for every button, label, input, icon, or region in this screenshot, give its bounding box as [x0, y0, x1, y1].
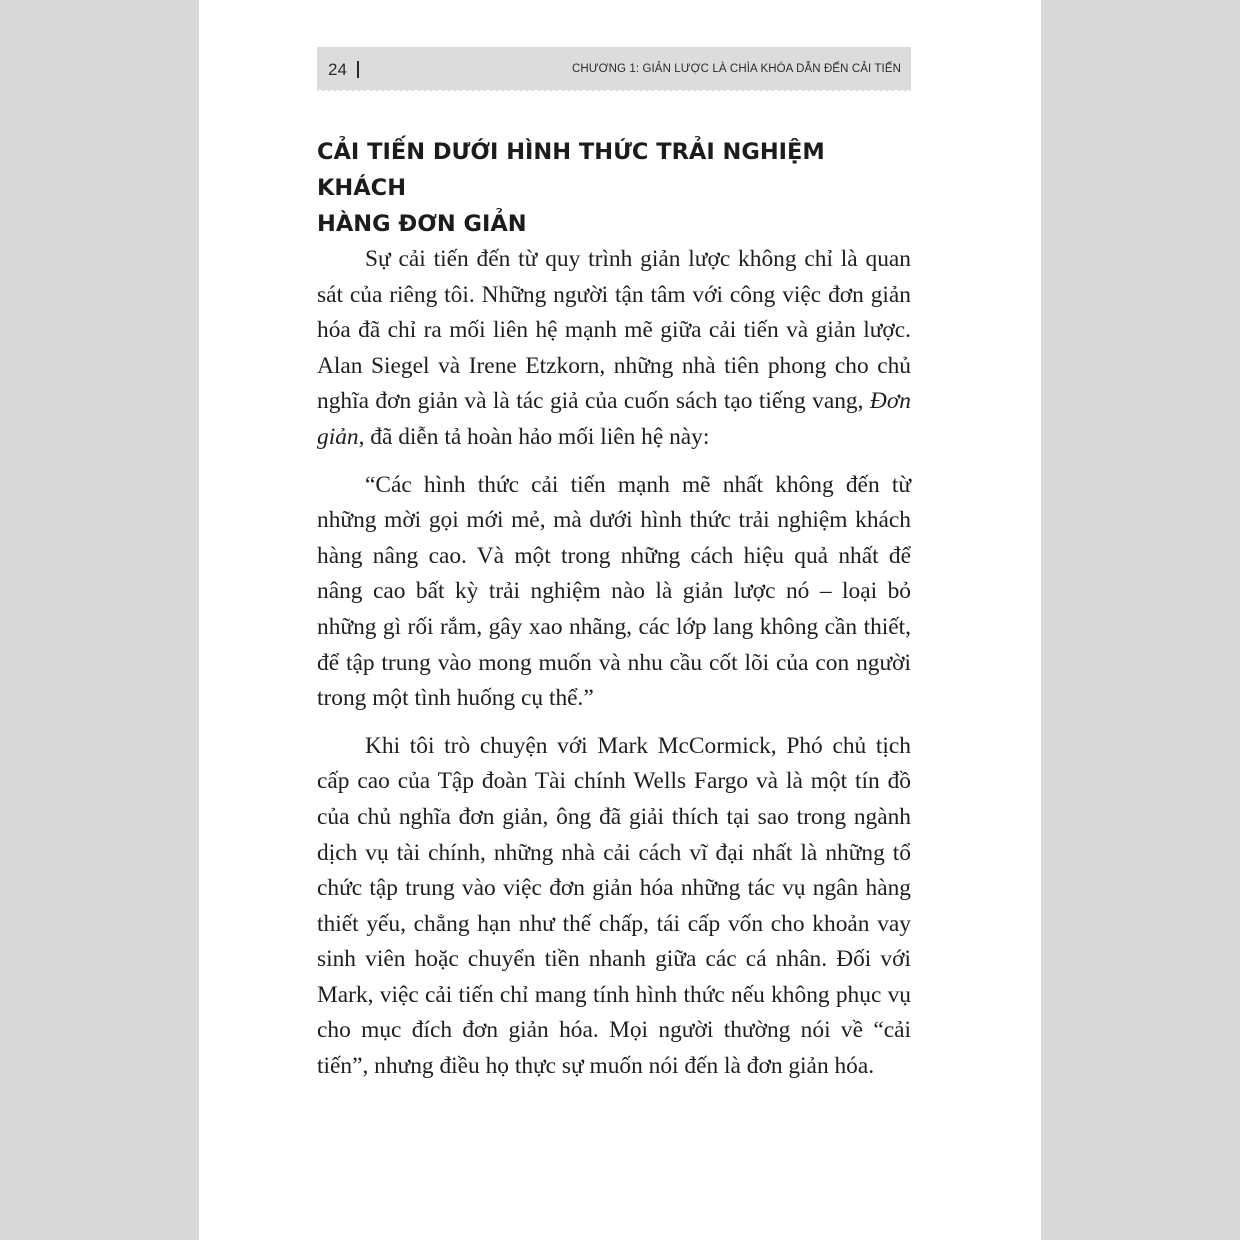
paragraph-3: Khi tôi trò chuyện với Mark McCormick, Phó chủ tịch cấp cao của Tập đoàn Tài chính Wells Fargo và là một tín đồ của chủ nghĩa đơn giản, ông đã giải thích tại sao trong ngành dịch vụ tài chính, những nhà cải cách vĩ đại nhất là những tổ chức tập trung vào việc đơn giản hóa những tác vụ ngân hàng thiết yếu, chẳng hạn như thế chấp, tái cấp vốn cho khoản vay sinh viên hoặc chuyển tiền nhanh giữa các cá nhân. Đối với Mark, việc cải tiến chỉ mang tính hình thức nếu không phục vụ cho mục đích đơn giản hóa. Mọi người thường nói về “cải tiến”, nhưng điều họ thực sự muốn nói đến là đơn giản hóa. — [317, 732, 911, 1080]
paragraph-1 — [317, 242, 911, 456]
paragraph-1-text-a: Sự cải tiến đến từ quy trình giản lược không chỉ là quan sát của riêng tôi. Những người tận tâm với công việc đơn giản hóa đã chỉ ra mối liên hệ mạnh mẽ giữa cải tiến và giản lược. Alan Siegel và Irene Etzkorn, những nhà tiên phong cho chủ nghĩa đơn giản và là tác giả của cuốn sách tạo tiếng vang, — [317, 246, 911, 415]
paragraph-1-text-b: , đã diễn tả hoàn hảo mối liên hệ này: — [358, 423, 710, 450]
section-heading — [317, 134, 917, 242]
body-text — [317, 242, 911, 1085]
header-separator — [357, 61, 359, 78]
book-page — [199, 0, 1041, 1240]
running-header — [317, 47, 911, 90]
paragraph-quote: “Các hình thức cải tiến mạnh mẽ nhất không đến từ những mời gọi mới mẻ, mà dưới hình thức trải nghiệm khách hàng nâng cao. Và một trong những cách hiệu quả nhất để nâng cao bất kỳ trải nghiệm nào là giản lược nó – loại bỏ những gì rối rắm, gây xao nhãng, các lớp lang không cần thiết, để tập trung vào mong muốn và nhu cầu cốt lõi của con người trong một tình huống cụ thể.” — [317, 471, 911, 712]
page-number: 24 — [328, 60, 347, 79]
section-heading-line-2: HÀNG ĐƠN GIẢN — [317, 211, 527, 237]
book-title-italic: Đơn giản — [317, 388, 911, 450]
section-heading-line-1: CẢI TIẾN DƯỚI HÌNH THỨC TRẢI NGHIỆM KHÁCH — [317, 139, 825, 201]
chapter-title: CHƯƠNG 1: GIẢN LƯỢC LÀ CHÌA KHÓA DẪN ĐẾN CẢI TIẾN — [571, 63, 901, 75]
